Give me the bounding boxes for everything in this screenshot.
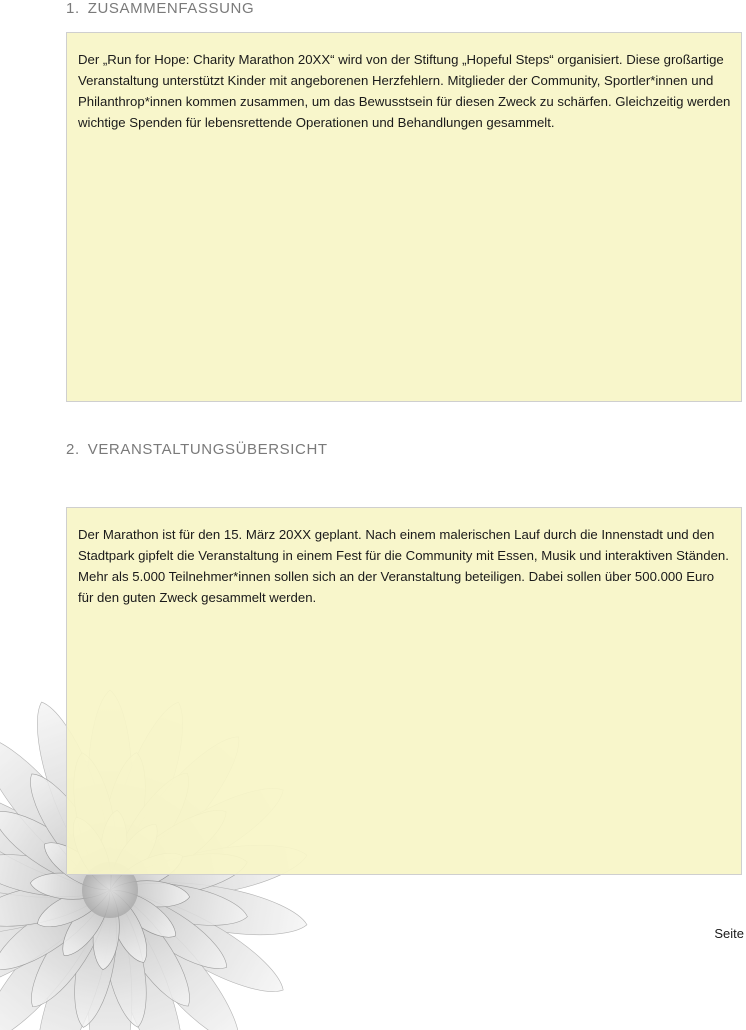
event-overview-paragraph: Der Marathon ist für den 15. März 20XX geplant. Nach einem malerischen Lauf durch die Innenstadt und den Stadtpark gipfelt die Veranstaltung in einem Fest für die Community mit Essen, Musik und interaktiven Ständen. Mehr als 5.000 Teilnehmer*innen sollen sich an der Veranstaltung beteiligen. Dabei sollen über 500.000 Euro für den guten Zweck gesammelt werden. xyxy=(78,527,729,605)
section-number: 1. xyxy=(66,0,80,17)
summary-paragraph: Der „Run for Hope: Charity Marathon 20XX“ wird von der Stiftung „Hopeful Steps“ organisiert. Diese großartige Veranstaltung unterstützt Kinder mit angeborenen Herzfehlern. Mitglieder der Community, Sportler*innen und Philanthrop*innen kommen zusammen, um das Bewusstsein für diesen Zweck zu schärfen. Gleichzeitig werden wichtige Spenden für lebensrettende Operationen und Behandlungen gesammelt. xyxy=(78,52,731,130)
summary-text-box xyxy=(66,32,742,402)
page-number-label: Seite xyxy=(714,926,744,941)
section-heading-event-overview xyxy=(66,441,328,458)
section-title: VERANSTALTUNGSÜBERSICHT xyxy=(87,441,328,458)
section-number: 2. xyxy=(66,441,80,458)
event-overview-text-box xyxy=(66,507,742,875)
section-title: ZUSAMMENFASSUNG xyxy=(87,0,255,17)
section-heading-summary xyxy=(66,0,254,17)
